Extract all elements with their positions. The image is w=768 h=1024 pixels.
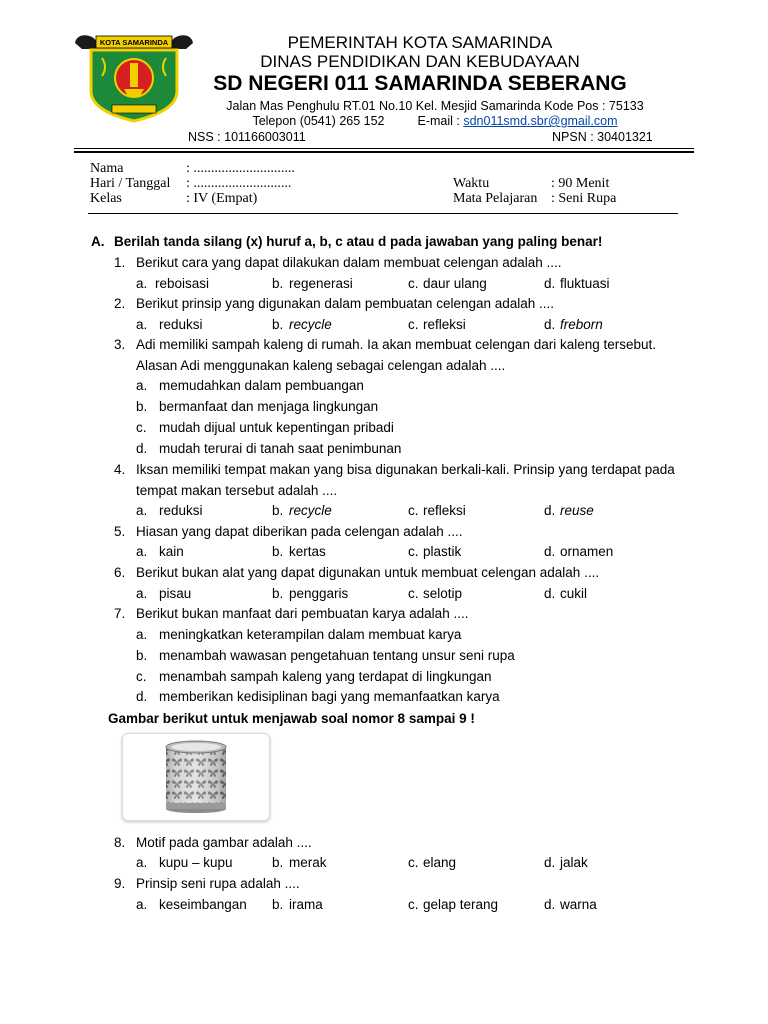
option-text: warna bbox=[560, 897, 597, 912]
nss-number: NSS : 101166003011 bbox=[188, 130, 306, 144]
option-letter: d. bbox=[544, 276, 556, 291]
section-instruction: Berilah tanda silang (x) huruf a, b, c atau d pada jawaban yang paling benar! bbox=[114, 234, 603, 249]
option-letter: a. bbox=[136, 627, 148, 642]
identity-divider bbox=[88, 213, 678, 214]
option-text: reboisasi bbox=[155, 276, 210, 291]
option-text: mudah dijual untuk kepentingan pribadi bbox=[159, 420, 394, 435]
question-number: 4. bbox=[114, 462, 126, 477]
phone-text: Telepon (0541) 265 152 bbox=[252, 114, 385, 128]
question-text: Iksan memiliki tempat makan yang bisa digunakan berkali-kali. Prinsip yang terdapat pada bbox=[136, 462, 675, 477]
option-letter: b. bbox=[136, 399, 148, 414]
option-letter: d. bbox=[544, 586, 556, 601]
option-text: plastik bbox=[423, 544, 462, 559]
mapel-field: : Seni Rupa bbox=[551, 191, 617, 206]
option-text: kain bbox=[159, 544, 184, 559]
option-letter: c. bbox=[408, 897, 419, 912]
question-text: Motif pada gambar adalah .... bbox=[136, 835, 312, 850]
option-letter: d. bbox=[544, 855, 556, 870]
option-text: bermanfaat dan menjaga lingkungan bbox=[159, 399, 379, 414]
npsn-number: NPSN : 30401321 bbox=[552, 130, 653, 144]
question-number: 6. bbox=[114, 565, 126, 580]
option-text: fluktuasi bbox=[560, 276, 610, 291]
option-letter: a. bbox=[136, 317, 148, 332]
option-text: mudah terurai di tanah saat penimbunan bbox=[159, 441, 402, 456]
option-text: memberikan kedisiplinan bagi yang memanfaatkan karya bbox=[159, 689, 500, 704]
header-divider-thick bbox=[74, 151, 694, 153]
option-letter: a. bbox=[136, 378, 148, 393]
picture-frame bbox=[122, 733, 270, 821]
option-text: ornamen bbox=[560, 544, 614, 559]
svg-text:KOTA SAMARINDA: KOTA SAMARINDA bbox=[99, 38, 169, 47]
question-text: Adi memiliki sampah kaleng di rumah. Ia akan membuat celengan dari kaleng tersebut. bbox=[136, 337, 657, 352]
nama-label: Nama bbox=[90, 161, 124, 176]
school-name: SD NEGERI 011 SAMARINDA SEBERANG bbox=[213, 72, 627, 95]
option-letter: a. bbox=[136, 855, 148, 870]
option-letter: c. bbox=[408, 586, 419, 601]
option-letter: b. bbox=[272, 855, 284, 870]
question-number: 7. bbox=[114, 606, 126, 621]
option-text: refleksi bbox=[423, 503, 466, 518]
question-text: Berikut cara yang dapat dilakukan dalam membuat celengan adalah .... bbox=[136, 255, 562, 270]
question-number: 5. bbox=[114, 524, 126, 539]
option-text: memudahkan dalam pembuangan bbox=[159, 378, 364, 393]
option-letter: b. bbox=[272, 897, 284, 912]
option-letter: a. bbox=[136, 544, 148, 559]
picture-instruction: Gambar berikut untuk menjawab soal nomor 8 sampai 9 ! bbox=[108, 711, 475, 726]
question-number: 9. bbox=[114, 876, 126, 891]
hari-field: : ............................ bbox=[186, 176, 292, 191]
option-text: reuse bbox=[560, 503, 594, 518]
option-text: gelap terang bbox=[423, 897, 499, 912]
option-text: irama bbox=[289, 897, 323, 912]
option-text: elang bbox=[423, 855, 457, 870]
option-text: refleksi bbox=[423, 317, 466, 332]
question-text: Prinsip seni rupa adalah .... bbox=[136, 876, 300, 891]
option-letter: c. bbox=[408, 317, 419, 332]
question-text: Berikut bukan manfaat dari pembuatan karya adalah .... bbox=[136, 606, 469, 621]
option-text: kupu – kupu bbox=[159, 855, 233, 870]
option-text: regenerasi bbox=[289, 276, 353, 291]
option-letter: b. bbox=[272, 276, 284, 291]
option-letter: a. bbox=[136, 897, 148, 912]
question-text: Berikut bukan alat yang dapat digunakan untuk membuat celengan adalah .... bbox=[136, 565, 600, 580]
option-letter: d. bbox=[544, 897, 556, 912]
option-letter: d. bbox=[136, 689, 148, 704]
option-letter: c. bbox=[408, 544, 419, 559]
option-letter: c. bbox=[408, 855, 419, 870]
header-divider-thin bbox=[74, 148, 694, 149]
question-text: Hiasan yang dapat diberikan pada celengan adalah .... bbox=[136, 524, 463, 539]
option-text: reduksi bbox=[159, 317, 203, 332]
option-letter: d. bbox=[544, 317, 556, 332]
option-text: daur ulang bbox=[423, 276, 487, 291]
kelas-label: Kelas bbox=[90, 191, 122, 206]
waktu-field: : 90 Menit bbox=[551, 176, 610, 191]
option-text: penggaris bbox=[289, 586, 349, 601]
section-letter: A. bbox=[91, 234, 105, 249]
option-text: freborn bbox=[560, 317, 603, 332]
option-letter: d. bbox=[544, 544, 556, 559]
option-letter: c. bbox=[136, 420, 147, 435]
option-letter: c. bbox=[136, 669, 147, 684]
option-letter: d. bbox=[544, 503, 556, 518]
option-text: reduksi bbox=[159, 503, 203, 518]
question-text: Berikut prinsip yang digunakan dalam pembuatan celengan adalah .... bbox=[136, 296, 555, 311]
option-letter: b. bbox=[272, 544, 284, 559]
question-number: 2. bbox=[114, 296, 126, 311]
option-text: kertas bbox=[289, 544, 326, 559]
question-number: 3. bbox=[114, 337, 126, 352]
option-text: recycle bbox=[289, 317, 332, 332]
question-text-continued: tempat makan tersebut adalah .... bbox=[136, 483, 338, 498]
option-letter: b. bbox=[272, 503, 284, 518]
contact-line bbox=[215, 114, 655, 128]
option-text: keseimbangan bbox=[159, 897, 247, 912]
option-text: selotip bbox=[423, 586, 463, 601]
option-text: cukil bbox=[560, 586, 588, 601]
government-name: PEMERINTAH KOTA SAMARINDA bbox=[287, 33, 553, 52]
nama-field: : ............................. bbox=[186, 161, 295, 176]
email-link[interactable]: sdn011smd.sbr@gmail.com bbox=[463, 114, 618, 128]
option-text: recycle bbox=[289, 503, 332, 518]
mapel-label: Mata Pelajaran bbox=[453, 191, 538, 206]
option-text: menambah sampah kaleng yang terdapat di lingkungan bbox=[159, 669, 492, 684]
question-number: 8. bbox=[114, 835, 126, 850]
option-letter: d. bbox=[136, 441, 148, 456]
option-letter: b. bbox=[272, 317, 284, 332]
option-text: pisau bbox=[159, 586, 192, 601]
hari-label: Hari / Tanggal bbox=[90, 176, 171, 191]
option-letter: b. bbox=[272, 586, 284, 601]
option-text: meningkatkan keterampilan dalam membuat karya bbox=[159, 627, 462, 642]
question-text-continued: Alasan Adi menggunakan kaleng sebagai celengan adalah .... bbox=[136, 358, 506, 373]
option-letter: a. bbox=[136, 503, 148, 518]
option-letter: a. bbox=[136, 276, 148, 291]
email-label: E-mail : bbox=[417, 114, 460, 128]
department-name: DINAS PENDIDIKAN DAN KEBUDAYAAN bbox=[260, 52, 580, 71]
option-text: jalak bbox=[560, 855, 588, 870]
question-number: 1. bbox=[114, 255, 126, 270]
option-letter: c. bbox=[408, 503, 419, 518]
city-emblem-logo bbox=[72, 33, 196, 123]
option-letter: a. bbox=[136, 586, 148, 601]
option-text: menambah wawasan pengetahuan tentang unsur seni rupa bbox=[159, 648, 515, 663]
kelas-field: : IV (Empat) bbox=[186, 191, 258, 206]
option-letter: b. bbox=[136, 648, 148, 663]
school-address: Jalan Mas Penghulu RT.01 No.10 Kel. Mesjid Samarinda Kode Pos : 75133 bbox=[226, 99, 644, 113]
option-letter: c. bbox=[408, 276, 419, 291]
option-text: merak bbox=[289, 855, 327, 870]
butterfly-can-image bbox=[123, 734, 269, 820]
waktu-label: Waktu bbox=[453, 176, 490, 191]
